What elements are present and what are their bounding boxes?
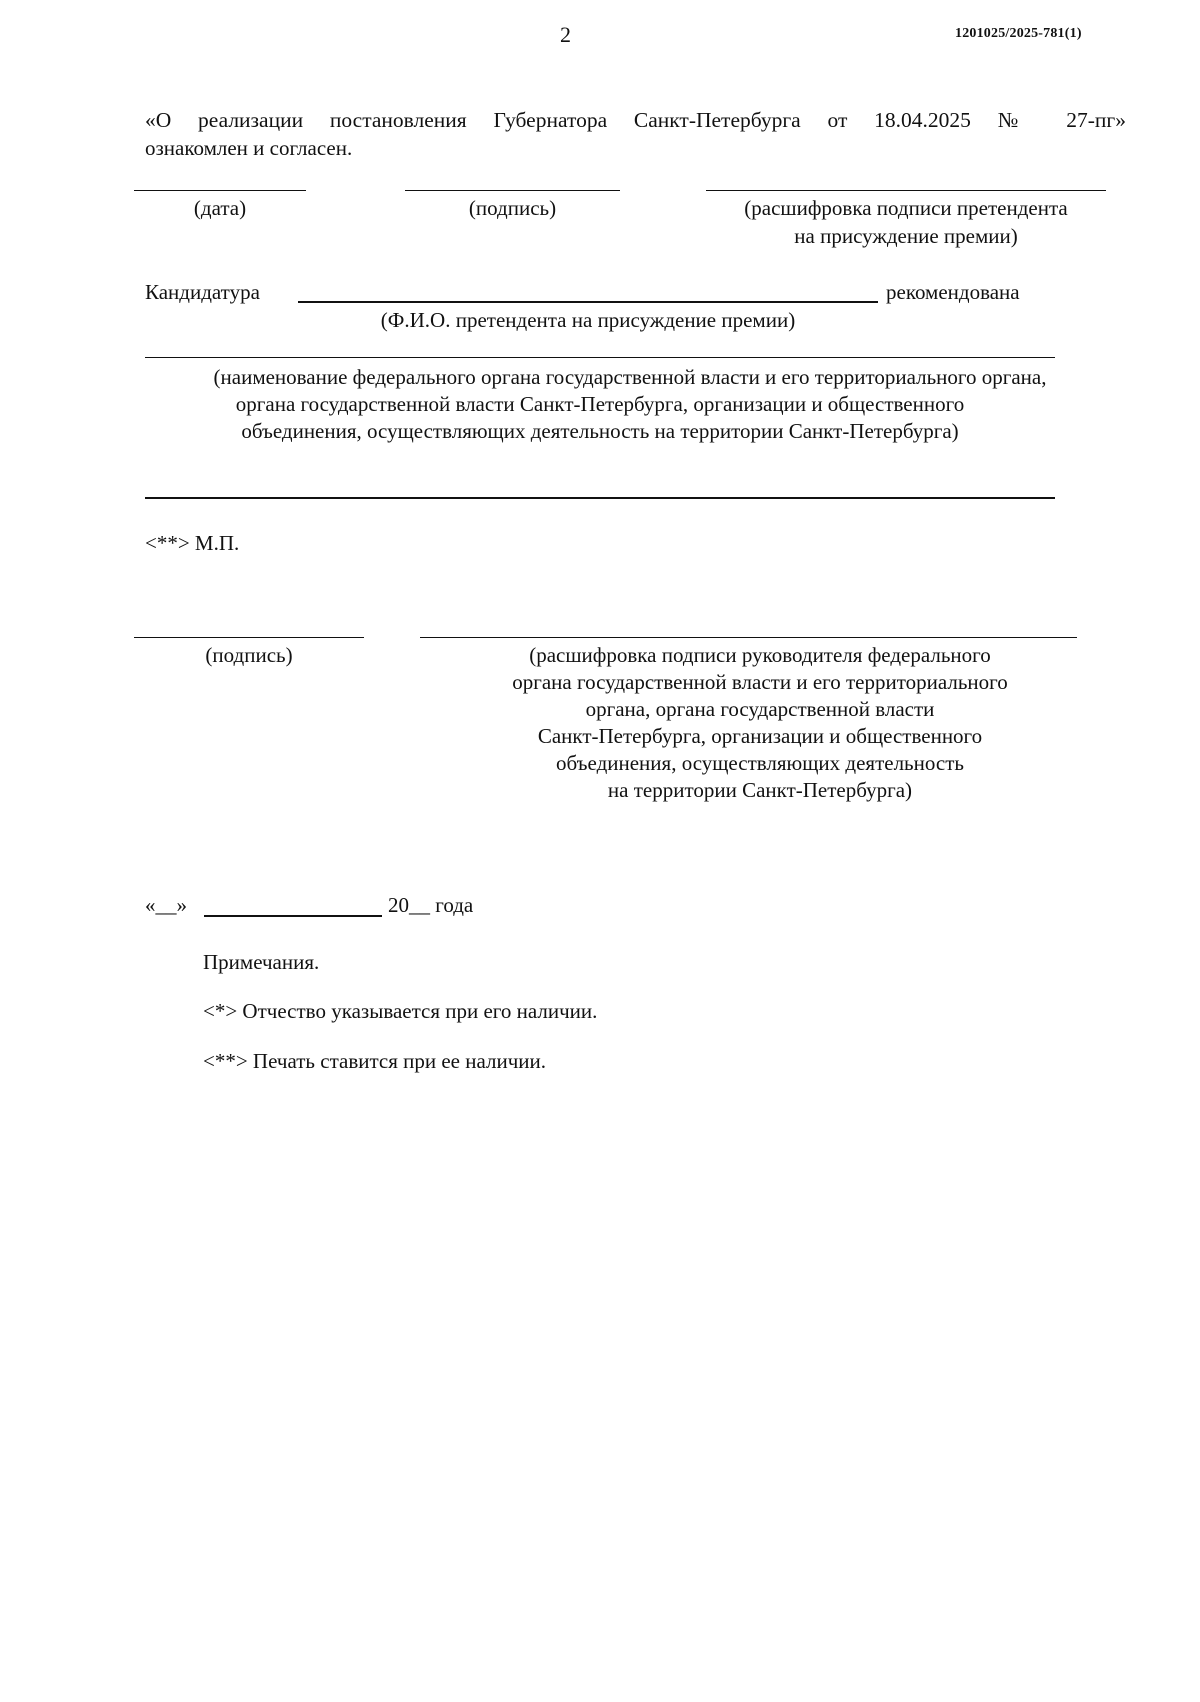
head-signature-rule: [134, 637, 364, 638]
intro-text-line2: ознакомлен и согласен.: [145, 136, 353, 160]
date-month-rule: [204, 915, 382, 917]
date-rule: [134, 190, 306, 191]
signature-caption: (подпись): [468, 196, 557, 220]
head-decode-line4: Санкт-Петербурга, организации и общественного: [537, 724, 983, 748]
note-patronymic: <*> Отчество указывается при его наличии.: [203, 999, 598, 1023]
head-signature-caption: (подпись): [205, 643, 293, 667]
head-decode-line6: на территории Санкт-Петербурга): [607, 778, 913, 802]
date-day: «__»: [145, 893, 187, 917]
intro-text-line1: «О реализации постановления Губернатора Санкт-Петербурга от 18.04.2025 № 27-пг»: [145, 108, 1126, 132]
head-decode-rule: [420, 637, 1077, 638]
signature-rule: [405, 190, 620, 191]
head-decode-line2: органа государственной власти и его территориального: [512, 670, 1008, 694]
decode-caption-line1: (расшифровка подписи претендента: [744, 196, 1068, 220]
head-decode-line5: объединения, осуществляющих деятельность: [556, 751, 964, 775]
stamp-label: <**> М.П.: [145, 531, 240, 555]
recommended-label: рекомендована: [886, 280, 1020, 304]
organization-caption-line1: (наименование федерального органа государственной власти и его территориального органа,: [213, 365, 1047, 389]
date-year: 20__ года: [388, 893, 474, 917]
head-decode-line3: органа, органа государственной власти: [585, 697, 935, 721]
notes-title: Примечания.: [203, 950, 320, 974]
date-caption: (дата): [193, 196, 247, 220]
fio-caption: (Ф.И.О. претендента на присуждение премии): [380, 308, 796, 332]
decode-rule: [706, 190, 1106, 191]
organization-caption-line3: объединения, осуществляющих деятельность на территории Санкт-Петербурга): [241, 419, 959, 443]
candidate-name-rule: [298, 301, 878, 303]
head-decode-line1: (расшифровка подписи руководителя федерального: [529, 643, 991, 667]
note-stamp: <**> Печать ставится при ее наличии.: [203, 1049, 547, 1073]
organization-caption-line2: органа государственной власти Санкт-Петербурга, организации и общественного: [235, 392, 965, 416]
organization-second-rule: [145, 497, 1055, 499]
page-number: 2: [560, 22, 571, 47]
candidacy-label: Кандидатура: [145, 280, 260, 304]
organization-rule: [145, 357, 1055, 358]
decode-caption-line2: на присуждение премии): [794, 224, 1018, 248]
document-code: 1201025/2025-781(1): [955, 26, 1082, 41]
